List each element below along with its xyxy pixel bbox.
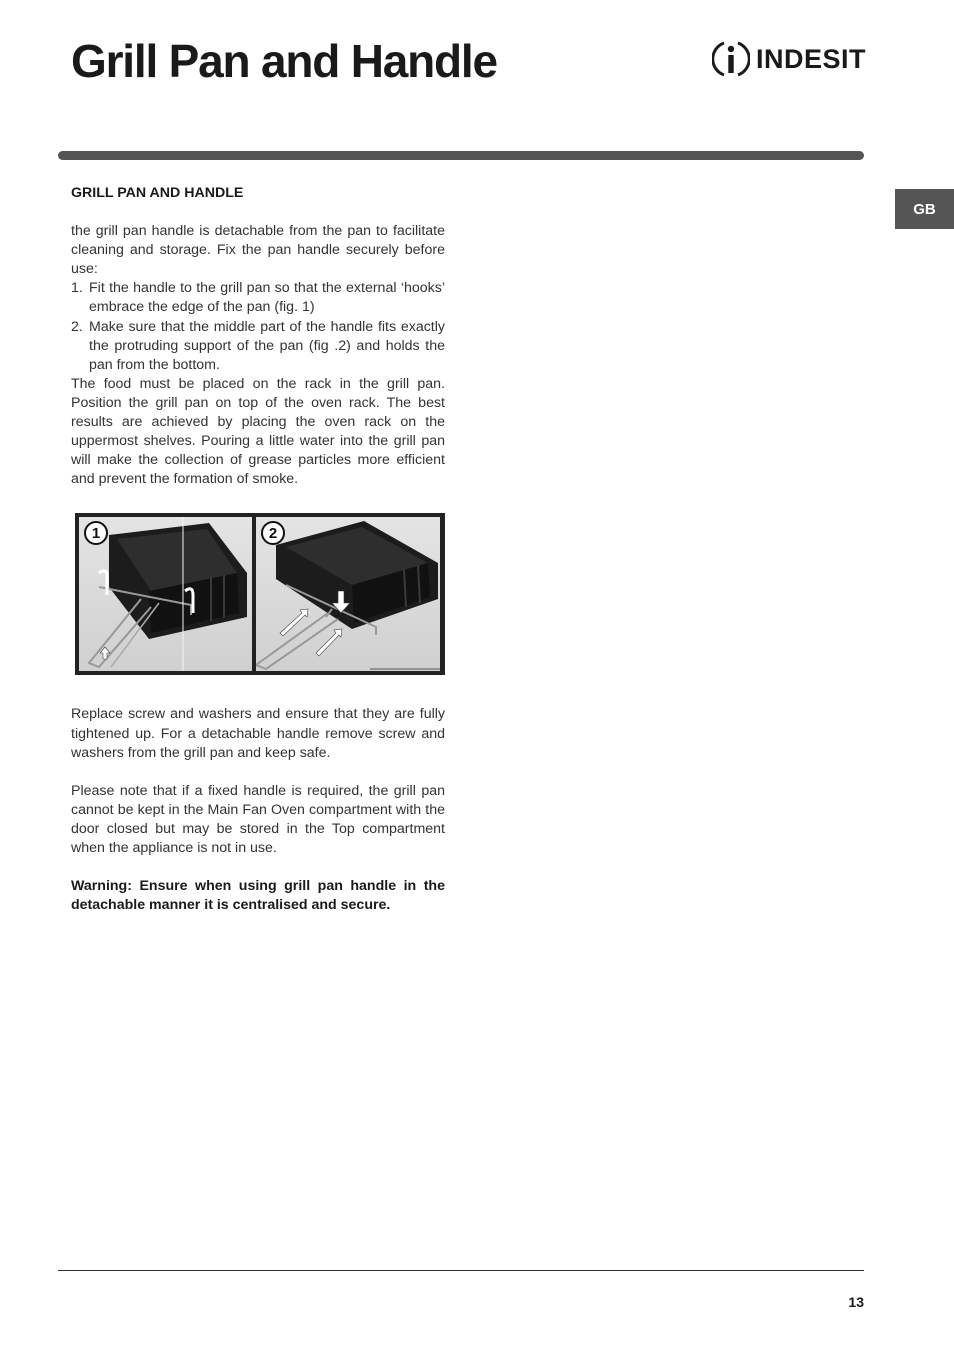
- main-content: [71, 184, 445, 915]
- figure-1-photo: [79, 517, 252, 671]
- food-paragraph: The food must be placed on the rack in the grill pan. Position the grill pan on top of the oven rack. The best results are achieved by placing the oven rack on the uppermost shelves. Pouring a little water into the grill pan will make the collection of grease particles more efficient and prevent the formation of smoke.: [71, 375, 445, 488]
- screw-paragraph: Replace screw and washers and ensure that they are fully tightened up. For a detachable handle remove screw and washers from the grill pan and keep safe.: [71, 706, 445, 761]
- section-heading: GRILL PAN AND HANDLE: [71, 185, 244, 201]
- header-divider-bar: [58, 151, 864, 160]
- step-text: Fit the handle to the grill pan so that the external ‘hooks’ embrace the edge of the pan (fig. 1): [89, 280, 445, 316]
- page-number: 13: [848, 1294, 864, 1310]
- figure-2-photo: [256, 517, 440, 671]
- grill-pan-figure: [75, 513, 445, 675]
- footer-divider: [58, 1270, 864, 1271]
- figure-number-badge: 2: [261, 521, 285, 545]
- warning-text: Warning: Ensure when using grill pan handle in the detachable manner it is centralised and secure.: [71, 878, 445, 914]
- grill-pan-photo-2: [256, 517, 440, 671]
- step-number: 2.: [71, 318, 83, 335]
- fixed-handle-paragraph: Please note that if a fixed handle is required, the grill pan cannot be kept in the Main Fan Oven compartment with the door closed but may be stored in the Top compartment when the appliance is not in use.: [71, 782, 445, 856]
- step-text: Make sure that the middle part of the handle fits exactly the protruding support of the pan (fig .2) and holds the pan from the bottom.: [89, 318, 445, 373]
- step-number: 1.: [71, 280, 83, 297]
- list-item: [71, 279, 445, 317]
- indesit-i-logo-icon: [712, 38, 750, 80]
- brand-name: INDESIT: [756, 43, 867, 74]
- language-tab: GB: [895, 189, 954, 229]
- page-title: Grill Pan and Handle: [71, 35, 497, 87]
- steps-list: [71, 279, 445, 374]
- indesit-logo: [712, 38, 866, 80]
- list-item: [71, 318, 445, 375]
- figure-number-badge: 1: [84, 521, 108, 545]
- intro-paragraph: the grill pan handle is detachable from the pan to facilitate cleaning and storage. Fix the pan handle securely before use:: [71, 223, 445, 278]
